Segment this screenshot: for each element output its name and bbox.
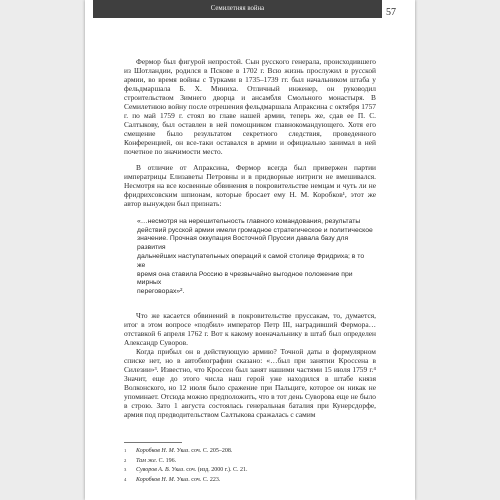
footnote — [124, 447, 376, 457]
footnote-author: Коробков Н. М. — [136, 448, 176, 454]
footnotes — [124, 447, 376, 486]
footnote-text: Указ. соч. С. 205–208. — [175, 448, 233, 454]
footnote-number: 2 — [124, 457, 127, 463]
quote-line: действий русской армии имели громадное стратегическое и политическое — [137, 226, 373, 234]
footnote-author: Там же. — [136, 457, 158, 464]
footnote-text: С. 196. — [157, 457, 177, 464]
footnote — [124, 476, 376, 486]
paragraph: В отличие от Апраксина, Фермор всегда был привержен партии императрицы Елизаветы Петровны и в придворные интриги не вмешивался. Несмотря на все косвенные обвинения в покровительстве немцам и чуть ли не фридрихсовским шпионам, которые бросает ему Н. М. Коробков¹, этот же автор вынужден был признать: — [124, 162, 376, 208]
footnote-author: Коробков Н. М. — [136, 477, 176, 484]
footnote-number: 1 — [124, 448, 127, 453]
block-quote — [137, 218, 374, 297]
paragraph: Что же касается обвинений в покровительстве пруссакам, то, думается, итог в этом вопросе «подбил» император Петр III, наградивший Фермора… отставкой 6 апреля 1762 г. Вот к какому военачальнику в штаб был определен Александр Суворов. — [124, 310, 376, 348]
running-head: Семилетняя война — [93, 0, 382, 18]
page-number: 57 — [386, 7, 396, 18]
footnote-number: 3 — [124, 467, 127, 473]
quote-line: значение. Прочная оккупация Восточной Пруссии давала базу для развития — [137, 235, 349, 252]
footnote-separator — [124, 442, 182, 443]
quote-line: дальнейших наступательных операций к самой столице Фридриха; в то же — [137, 252, 365, 269]
footnote-text: Указ. соч. С. 223. — [175, 477, 221, 484]
quote-line: «…несмотря на нерешительность главного командования, результаты — [137, 217, 361, 225]
quote-line: время она ставила Россию в чрезвычайно выгодное положение при мирных — [137, 270, 353, 287]
footnote-author: Суворов А. В. — [136, 467, 171, 474]
footnote-text: Указ. соч. (изд. 2000 г.). С. 21. — [170, 467, 248, 474]
paragraph: Фермор был фигурой непростой. Сын русского генерала, происходившего из Шотландии, родился в Пскове в 1702 г. Всю жизнь прослужил в русской армии, во время войны с Турками в 1735–1739 гг. был начальником штаба у фельдмаршала Б. Х. Миниха. Отличный инженер, он руководил строительством Зимнего дворца и ансамбля Смольного монастыря. В Семилетнюю войну после отрешения фельдмаршала Апраксина с октября 1757 г. по май 1759 г. стоял во главе нашей армии, теперь же, сдав ее П. С. Салтыкову, был оставлен в ней помощником главнокомандующего. Хотя его смещение было результатом секретного следствия, проведенного Конференцией, он все-таки оставался в армии и официально занимал в ней почетное по значимости место. — [124, 57, 376, 157]
quote-line: переговорах»². — [137, 288, 185, 296]
main-text — [124, 57, 376, 419]
footnote-number: 4 — [124, 477, 127, 483]
footnote — [124, 466, 376, 476]
book-page — [85, 0, 415, 500]
footnote — [124, 457, 376, 467]
paragraph: Когда прибыл он в действующую армию? Точной даты в формулярном списке нет, но в автобиографии сказано: «…был при занятии Кроссена в Силезии»³. Известно, что Кроссен был занят нашими частями 15 июля 1759 г.⁴ Значит, еще до этого числа наш герой уже находился в штабе князя Волконского, но 12 июля было сражение при Пальциге, которое он никак не упоминает. Отсюда можно предположить, что в тот день Суворова еще не было в строю. Зато 1 августа состоялась генеральная баталия при Кунерсдорфе, армия под предводительством Салтыкова сражалась с самим — [124, 347, 376, 420]
